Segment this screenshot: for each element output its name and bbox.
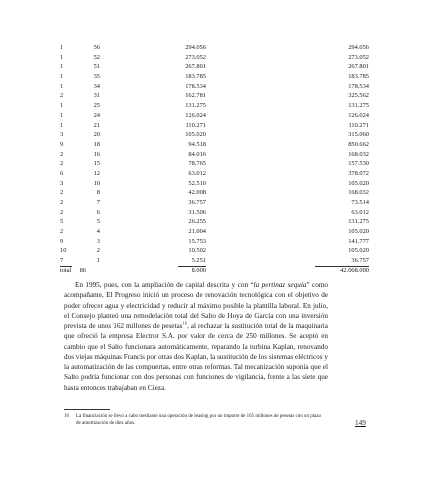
table-cell-col-shares: 7 (96, 199, 100, 206)
table-cell-col-count: 1 (60, 63, 64, 71)
table-row (60, 101, 369, 111)
table-cell-col-total: 315.060 (348, 131, 369, 139)
table-cell-col-total: 157.530 (348, 160, 369, 168)
table-cell-col-count: 9 (60, 140, 64, 148)
table-row (60, 53, 369, 63)
table-cell-col-value: 52.510 (188, 179, 206, 187)
table-cell-col-value: 178.534 (185, 82, 206, 90)
table-cell-col-total: 378.072 (348, 169, 369, 177)
table-cell-col-shares: 4 (96, 228, 100, 236)
table-cell-col-value: 5.251 (191, 257, 206, 265)
table-cell-col-count: 2 (60, 150, 64, 158)
paragraph-text-2: ” como acompañante, El Progreso inició un proceso de renovación tecnológica con el objetivo de poder ofrecer agua y electricidad y reducir al máximo posible la plantilla laboral. En julio, el Consejo planteó una remodelación total del Salto de Hoya de García con una inversión prevista de unos 162 millones de pesetas (64, 281, 328, 330)
table-cell-col-shares: 51 (93, 63, 100, 71)
table-cell-col-count: 3 (60, 179, 64, 187)
table-cell-col-total: 183.785 (348, 73, 369, 81)
body-paragraph (64, 280, 328, 393)
table-cell-col-total: 168.032 (348, 189, 369, 197)
table-row (60, 208, 369, 218)
table-cell-col-shares: 18 (93, 140, 100, 148)
table-cell-col-total: 168.032 (348, 150, 369, 158)
table-cell-col-shares: 5 (96, 218, 100, 226)
table-cell-col-total: 273.052 (348, 53, 369, 61)
table-cell-col-count: 1 (60, 82, 64, 90)
table-cell-col-shares: 16 (93, 150, 100, 158)
table-cell-col-value: 131.275 (185, 102, 206, 110)
table-cell-col-value: 8.000 (191, 266, 206, 274)
table-total-row (60, 266, 369, 276)
table-cell-col-shares: 3 (96, 237, 100, 245)
table-cell-col-count: 1 (60, 44, 64, 51)
table-row (60, 43, 369, 53)
table-cell-col-total: 325.562 (348, 92, 369, 100)
table-cell-col-count: 3 (60, 131, 64, 139)
page-number: 149 (355, 419, 366, 427)
footnote (64, 413, 326, 427)
table-cell-col-shares: 1 (96, 257, 100, 265)
table-cell-col-count: 9 (60, 237, 64, 245)
table-cell-col-total: 131.275 (348, 218, 369, 226)
table-row (60, 130, 369, 140)
paragraph-text-1: En 1995, pues, con la ampliación de capital descrita y con “ (75, 281, 254, 289)
table-cell-col-value: 84.016 (188, 150, 206, 158)
table-row (60, 198, 369, 208)
table-cell-col-value: 267.801 (185, 63, 206, 71)
table-cell-col-count: 7 (60, 257, 64, 265)
table-cell-col-count: 2 (60, 189, 64, 197)
table-cell-col-shares: 21 (93, 121, 100, 129)
table-cell-col-value: 42.008 (188, 189, 206, 197)
shares-table (60, 43, 369, 276)
table-cell-col-shares: 86 (79, 266, 86, 274)
table-cell-col-count: 2 (60, 199, 64, 206)
table-cell-col-count: 1 (60, 73, 64, 81)
table-cell-col-total: 294.056 (348, 44, 369, 51)
table-cell-col-shares: 52 (93, 53, 100, 61)
table-cell-col-count: 5 (60, 218, 64, 226)
table-cell-col-total: 42.008.000 (340, 266, 369, 274)
table-cell-col-shares: 15 (93, 160, 100, 168)
table-cell-col-total: 105.020 (348, 247, 369, 255)
table-cell-col-count: 1 (60, 102, 64, 110)
table-cell-col-count: 1 (60, 121, 64, 129)
table-row (60, 150, 369, 160)
table-cell-col-shares: 24 (93, 111, 100, 119)
table-cell-col-shares: 10 (93, 179, 100, 187)
table-row (60, 188, 369, 198)
table-row (60, 159, 369, 169)
table-cell-col-total: 267.801 (348, 63, 369, 71)
footnote-number: 16 (64, 414, 69, 419)
footnote-separator (64, 409, 110, 410)
table-row (60, 62, 369, 72)
table-cell-col-count: 10 (60, 247, 67, 255)
table-cell-col-value: 94.518 (188, 140, 206, 148)
table-cell-col-total: 36.757 (351, 257, 369, 265)
table-cell-col-value: 63.012 (188, 169, 206, 177)
footnote-text: La financiación se llevó a cabo mediante una operación de leasing por un importe de 165 millones de pesetas con un plazo de amortización de diez años. (76, 414, 322, 426)
table-cell-col-value: 78.765 (188, 160, 206, 168)
table-cell-col-count: 2 (60, 92, 64, 100)
table-cell-col-total: 105.020 (348, 228, 369, 236)
table-cell-col-value: 183.785 (185, 73, 206, 81)
table-cell-col-shares: 25 (93, 102, 100, 110)
table-cell-col-total: 105.020 (348, 179, 369, 187)
table-cell-col-value: 273.052 (185, 53, 206, 61)
table-row (60, 140, 369, 150)
table-cell-col-value: 162.781 (185, 92, 206, 100)
table-row (60, 169, 369, 179)
table-cell-col-count: 1 (60, 53, 64, 61)
table-cell-col-shares: 12 (93, 169, 100, 177)
table-cell-col-count: 2 (60, 228, 64, 236)
table-row (60, 217, 369, 227)
table-cell-col-value: 105.020 (185, 131, 206, 139)
table-cell-col-value: 36.757 (188, 199, 206, 206)
table-cell-col-total: 73.514 (351, 199, 369, 206)
table-cell-col-shares: 31 (93, 92, 100, 100)
table-row (60, 237, 369, 247)
table-cell-col-value: 31.506 (188, 208, 206, 216)
table-row (60, 227, 369, 237)
table-cell-col-shares: 8 (96, 189, 100, 197)
table-cell-col-shares: 56 (93, 44, 100, 51)
table-cell-col-value: 294.056 (185, 44, 206, 51)
table-row (60, 82, 369, 92)
table-cell-col-shares: 20 (93, 131, 100, 139)
table-cell-col-total: 141.777 (348, 237, 369, 245)
table-cell-col-total: 131.275 (348, 102, 369, 110)
table-cell-col-value: 26.255 (188, 218, 206, 226)
table-row (60, 179, 369, 189)
table-cell-col-shares: 6 (96, 208, 100, 216)
table-cell-col-value: 10.502 (188, 247, 206, 255)
table-cell-col-count: total (60, 266, 72, 274)
table-cell-col-count: 2 (60, 208, 64, 216)
footnote-reference: 16 (182, 320, 187, 326)
table-row (60, 72, 369, 82)
table-cell-col-value: 21.004 (188, 228, 206, 236)
table-row (60, 246, 369, 256)
table-cell-col-value: 15.753 (188, 237, 206, 245)
table-cell-col-count: 2 (60, 160, 64, 168)
table-row (60, 91, 369, 101)
table-cell-col-value: 110.271 (185, 121, 206, 129)
table-cell-col-shares: 34 (93, 82, 100, 90)
table-cell-col-total: 110.271 (348, 121, 369, 129)
table-row (60, 111, 369, 121)
table-cell-col-total: 850.662 (348, 140, 369, 148)
table-cell-col-count: 1 (60, 111, 64, 119)
table-cell-col-count: 6 (60, 169, 64, 177)
table-cell-col-shares: 35 (93, 73, 100, 81)
table-cell-col-shares: 2 (96, 247, 100, 255)
paragraph-italic-quote: la pertinaz sequía (253, 281, 307, 289)
table-cell-col-total: 63.012 (351, 208, 369, 216)
table-row (60, 121, 369, 131)
table-cell-col-total: 178.534 (348, 82, 369, 90)
table-cell-col-total: 126.024 (348, 111, 369, 119)
table-cell-col-value: 126.024 (185, 111, 206, 119)
table-row (60, 256, 369, 266)
paragraph-text-3: , al rechazar la sustitución total de la maquinaria que ofreció la empresa Electror S.A. por valor de cerca de 250 millones. Se aceptó en cambio que el Salto funcionara automáticamente, reparando la turbina Kaplan, renovando dos viejas máquinas Francis por otras dos Kaplan, la sustitución de los sistemas eléctricos y la automatización de las compuertas, entre otras reformas. Tal mecanización suponía que el Salto podría funcionar con dos personas con funciones de vigilancia, frente a las siete que hasta entonces trabajaban en Cieza. (64, 322, 328, 392)
